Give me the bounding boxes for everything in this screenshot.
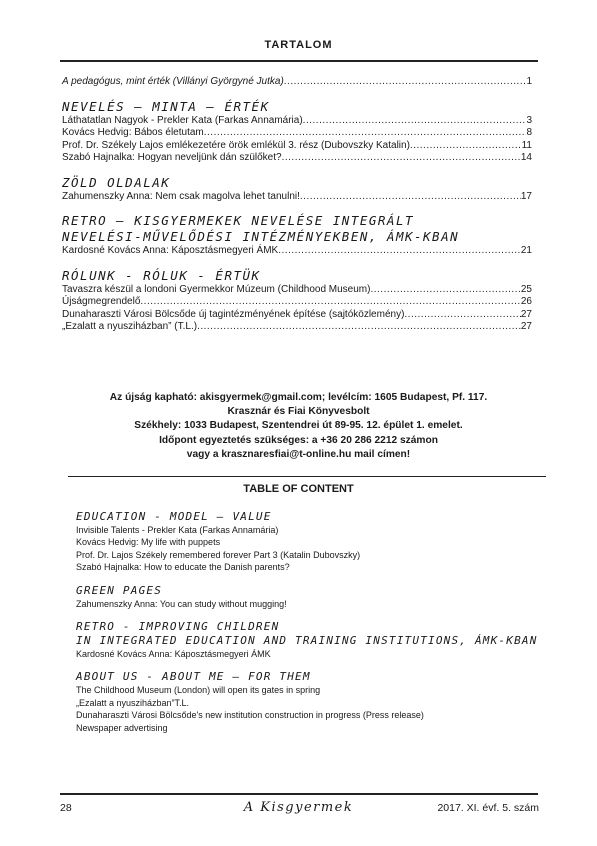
toc-entry-page: 3 <box>526 114 532 126</box>
toc-entry-title: Zahumenszky Anna: Nem csak magolva lehet tanulni! <box>62 190 300 202</box>
toc-entry[interactable] <box>62 115 532 128</box>
toc-entry-title: Újságmegrendelő <box>62 296 141 307</box>
english-toc-title: TABLE OF CONTENT <box>243 483 354 495</box>
toc-english <box>76 500 546 734</box>
toc-entry-title: Kardosné Kovács Anna: Káposztásmegyeri ÁMK <box>62 245 279 256</box>
toc-hungarian <box>62 76 532 334</box>
toc-entry[interactable] <box>62 140 532 153</box>
section-heading: RETRO - IMPROVING CHILDREN <box>76 620 280 634</box>
toc-entry-title: A pedagógus, mint érték (Villányi Györgyné Jutka) <box>62 76 284 87</box>
toc-item[interactable]: Prof. Dr. Lajos Székely remembered forever Part 3 (Katalin Dubovszky) <box>76 549 361 560</box>
magazine-name: A Kisgyermek <box>243 800 354 815</box>
toc-item[interactable]: Dunaharaszti Városi Bölcsőde's new institution construction in progress (Press release) <box>76 710 424 721</box>
section-heading: ABOUT US - ABOUT ME – FOR THEM <box>76 670 311 684</box>
toc-entry-page: 17 <box>520 190 532 202</box>
section-heading: ZÖLD OLDALAK <box>62 174 171 190</box>
toc-entry[interactable] <box>62 309 532 322</box>
toc-entry-title: Láthatatlan Nagyok - Prekler Kata (Farkas Annamária) <box>62 114 303 126</box>
footer-divider <box>60 793 538 795</box>
toc-entry-title: „Ezalatt a nyusziházban” (T.L.) <box>62 321 198 332</box>
info-line: Krasznár és Fiai Könyvesbolt <box>227 406 370 418</box>
section-heading: NEVELÉS – MINTA – ÉRTÉK <box>62 98 270 114</box>
toc-item[interactable]: Kovács Hedvig: My life with puppets <box>76 537 221 548</box>
info-line: Az újság kapható: akisgyermek@gmail.com; levélcím: 1605 Budapest, Pf. 117. <box>109 392 488 403</box>
toc-leader <box>140 296 520 308</box>
toc-item[interactable]: Kardosné Kovács Anna: Káposztásmegyeri ÁMK <box>76 649 271 660</box>
toc-item[interactable]: The Childhood Museum (London) will open its gates in spring <box>76 685 321 696</box>
toc-entry[interactable] <box>62 284 532 297</box>
toc-leader <box>404 309 520 321</box>
toc-entry-title: Dunaharaszti Városi Bölcsőde új tagintézményének építése (sajtóközlemény) <box>62 308 405 320</box>
toc-leader <box>282 152 521 164</box>
page-title: TARTALOM <box>264 39 333 51</box>
section-heading: GREEN PAGES <box>76 583 163 597</box>
toc-entry[interactable] <box>62 245 532 258</box>
info-line: Időpont egyeztetés szükséges: a +36 20 286 2212 számon <box>159 434 438 446</box>
toc-entry[interactable] <box>62 127 532 140</box>
toc-leader <box>278 245 521 257</box>
toc-entry-title: Szabó Hajnalka: Hogyan neveljünk dán szülőket? <box>62 152 282 163</box>
toc-leader <box>197 321 521 333</box>
toc-item[interactable]: Invisible Talents - Prekler Kata (Farkas Annamária) <box>76 525 279 535</box>
section-heading-line2: IN INTEGRATED EDUCATION AND TRAINING INSTITUTIONS, ÁMK-KBAN <box>76 634 538 648</box>
toc-entry[interactable] <box>62 76 532 89</box>
toc-entry-page: 27 <box>520 308 532 320</box>
toc-leader <box>370 284 520 296</box>
toc-entry[interactable] <box>62 296 532 309</box>
top-divider <box>60 60 538 62</box>
info-line: Székhely: 1033 Budapest, Szentendrei út 89-95. 12. épület 1. emelet. <box>134 420 463 432</box>
page-number: 28 <box>60 802 72 814</box>
toc-entry-page: 27 <box>520 321 532 332</box>
section-heading: EDUCATION - MODEL – VALUE <box>76 510 272 523</box>
toc-entry-page: 26 <box>520 296 532 307</box>
toc-entry-page: 11 <box>521 139 532 151</box>
toc-entry[interactable] <box>62 321 532 334</box>
toc-item[interactable]: Zahumenszky Anna: You can study without mugging! <box>76 598 287 609</box>
toc-entry-page: 1 <box>526 76 532 87</box>
purchase-info <box>0 391 597 462</box>
toc-entry[interactable] <box>62 152 532 165</box>
toc-leader <box>300 191 521 203</box>
toc-entry-page: 25 <box>520 283 532 295</box>
section-heading: RETRO – KISGYERMEKEK NEVELÉSE INTEGRÁLT <box>62 213 414 228</box>
section-heading-line2: NEVELÉSI-MŰVELŐDÉSI INTÉZMÉNYEKBEN, ÁMK-KBAN <box>62 229 460 244</box>
toc-entry-page: 8 <box>526 127 532 138</box>
issue-info: 2017. XI. évf. 5. szám <box>437 802 539 814</box>
toc-entry[interactable] <box>62 191 532 204</box>
section-heading: RÓLUNK - RÓLUK - ÉRTÜK <box>62 267 261 283</box>
info-line: vagy a krasznaresfiai@t-online.hu mail címen! <box>186 448 411 460</box>
toc-item[interactable]: Szabó Hajnalka: How to educate the Danish parents? <box>76 562 290 573</box>
toc-item[interactable]: Newspaper advertising <box>76 722 168 733</box>
toc-entry-page: 14 <box>520 152 532 163</box>
toc-leader <box>204 127 527 139</box>
toc-leader <box>410 140 522 152</box>
toc-leader <box>303 115 527 127</box>
middle-divider <box>68 476 546 477</box>
toc-leader <box>284 76 527 88</box>
toc-entry-title: Prof. Dr. Székely Lajos emlékezetére örök emlékül 3. rész (Dubovszky Katalin) <box>62 139 410 151</box>
toc-entry-page: 21 <box>520 245 532 256</box>
toc-entry-title: Tavaszra készül a londoni Gyermekkor Múzeum (Childhood Museum) <box>62 283 371 295</box>
toc-item[interactable]: „Ezalatt a nyusziházban”T.L. <box>76 697 190 708</box>
toc-entry-title: Kovács Hedvig: Bábos életutam <box>62 127 204 138</box>
